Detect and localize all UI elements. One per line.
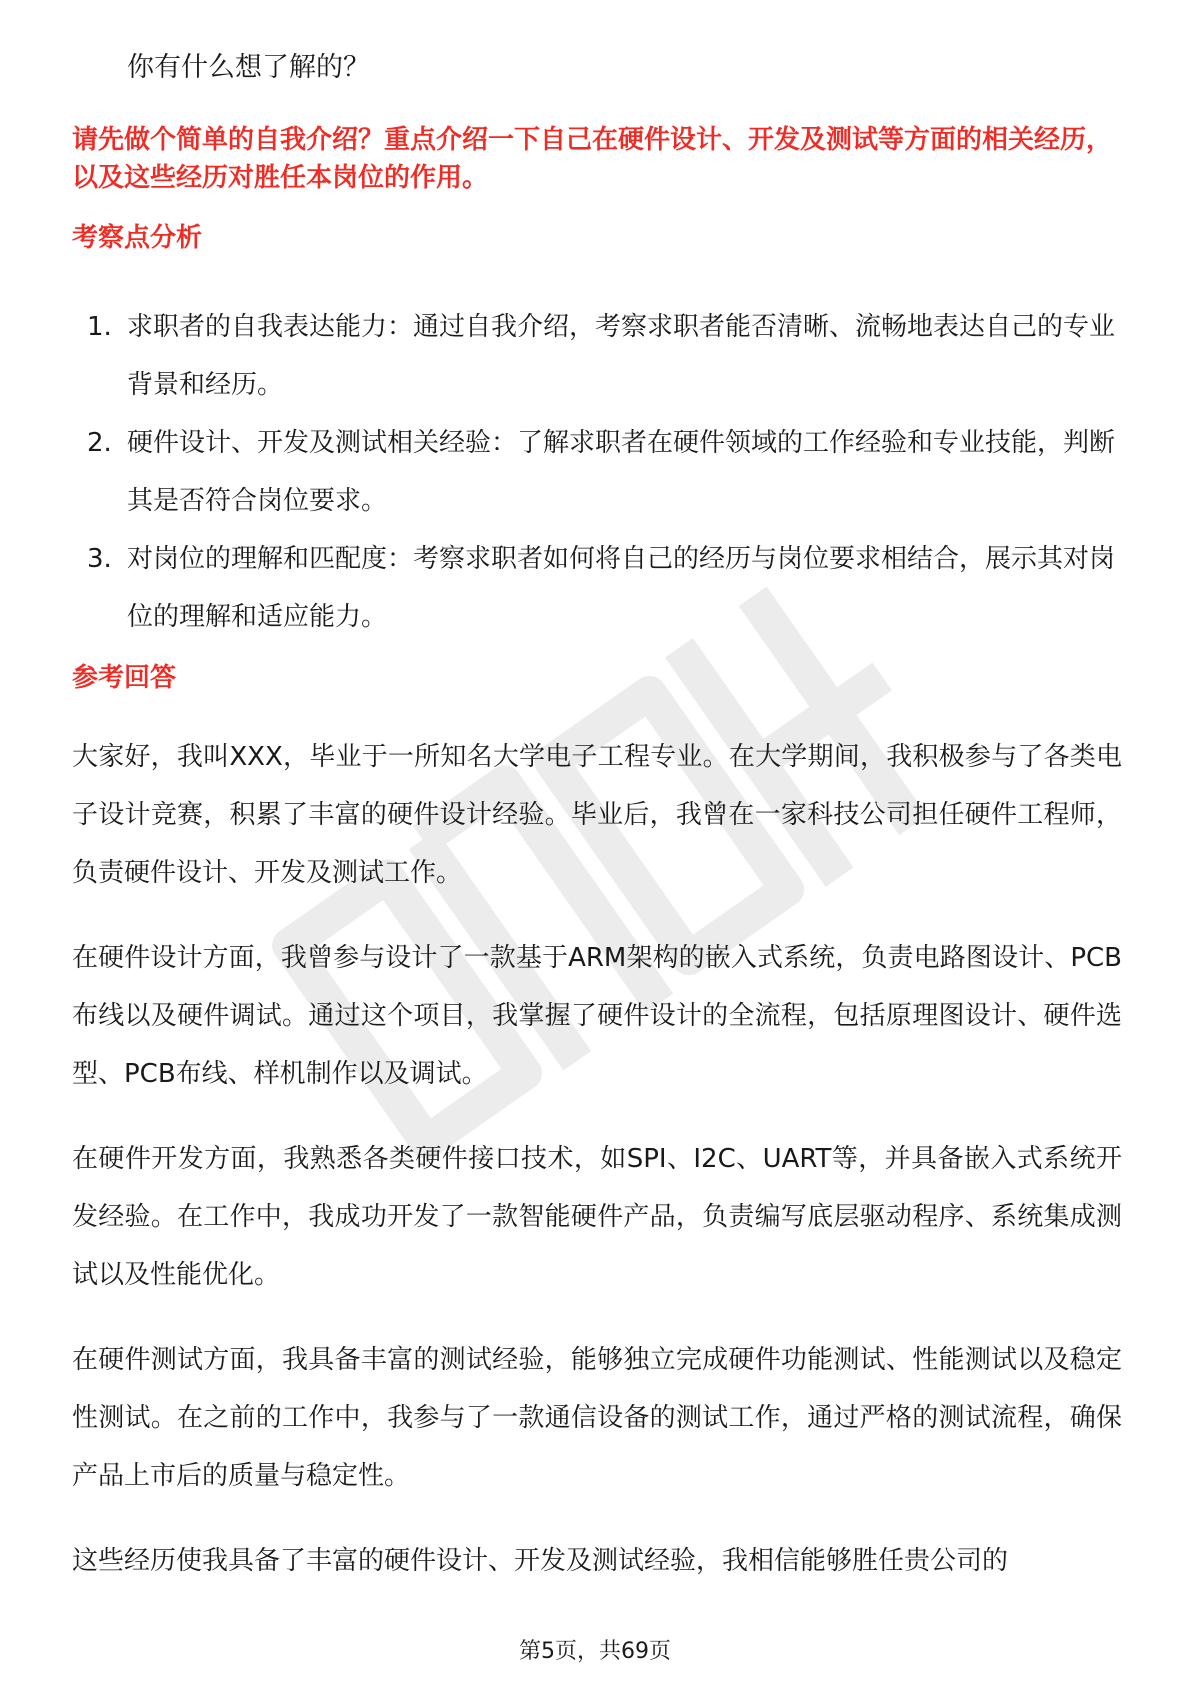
interview-question: 请先做个简单的自我介绍？重点介绍一下自己在硬件设计、开发及测试等方面的相关经历，以及这些经历对胜任本岗位的作用。 — [72, 125, 1113, 193]
section-title-answer: 参考回答 — [72, 663, 177, 693]
page-number-footer: 第5页，共69页 — [519, 1639, 671, 1664]
list-item — [72, 530, 1122, 646]
previous-question-tail: 你有什么想了解的？ — [127, 52, 370, 83]
section-title-analysis: 考察点分析 — [72, 223, 203, 253]
list-item-number: 3. — [87, 544, 112, 574]
list-item-text: 求职者的自我表达能力：通过自我介绍，考察求职者能否清晰、流畅地表达自己的专业背景和经历。 — [127, 312, 1116, 400]
list-item-number: 2. — [87, 428, 112, 458]
list-item-text: 硬件设计、开发及测试相关经验：了解求职者在硬件领域的工作经验和专业技能，判断其是否符合岗位要求。 — [127, 428, 1116, 516]
analysis-points-list — [72, 298, 1122, 646]
list-item — [72, 414, 1122, 530]
list-item-text: 对岗位的理解和匹配度：考察求职者如何将自己的经历与岗位要求相结合，展示其对岗位的理解和适应能力。 — [127, 544, 1116, 632]
reference-answer — [72, 728, 1122, 1617]
list-item — [72, 298, 1122, 414]
answer-paragraph: 这些经历使我具备了丰富的硬件设计、开发及测试经验，我相信能够胜任贵公司的 — [72, 1546, 1009, 1576]
answer-paragraph: 在硬件开发方面，我熟悉各类硬件接口技术，如SPI、I2C、UART等，并具备嵌入式系统开发经验。在工作中，我成功开发了一款智能硬件产品，负责编写底层驱动程序、系统集成测试以及性能优化。 — [72, 1144, 1122, 1290]
list-item-number: 1. — [87, 312, 112, 342]
answer-paragraph: 在硬件测试方面，我具备丰富的测试经验，能够独立完成硬件功能测试、性能测试以及稳定性测试。在之前的工作中，我参与了一款通信设备的测试工作，通过严格的测试流程，确保产品上市后的质量与稳定性。 — [72, 1345, 1122, 1491]
answer-paragraph: 在硬件设计方面，我曾参与设计了一款基于ARM架构的嵌入式系统，负责电路图设计、PCB布线以及硬件调试。通过这个项目，我掌握了硬件设计的全流程，包括原理图设计、硬件选型、PCB布线、样机制作以及调试。 — [72, 943, 1122, 1089]
answer-paragraph: 大家好，我叫XXX，毕业于一所知名大学电子工程专业。在大学期间，我积极参与了各类电子设计竞赛，积累了丰富的硬件设计经验。毕业后，我曾在一家科技公司担任硬件工程师，负责硬件设计、开发及测试工作。 — [72, 742, 1122, 888]
